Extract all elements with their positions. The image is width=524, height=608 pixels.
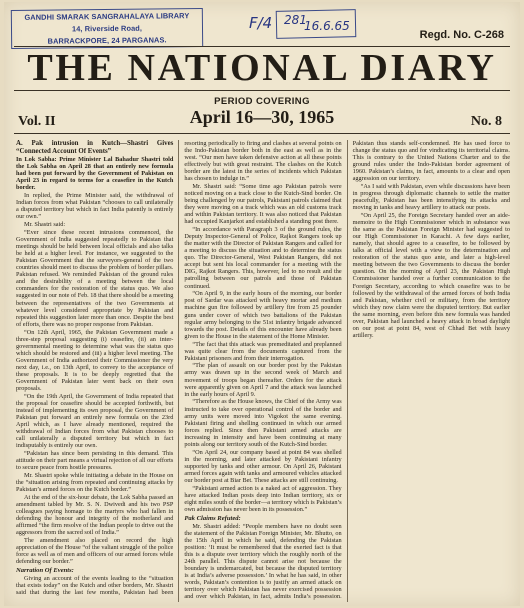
- library-stamp: [11, 8, 203, 49]
- article-paragraph: “On April 24, our company based at point 84 was shelled in the morning, and later attacked by Pakistani infantry supported by tanks and other armour. On April 26, Pakistani armed forces again with tanks and armoured vehicles attacked our border post at Biar Bet. These attacks are still continuing.: [184, 448, 342, 484]
- period-label: PERIOD COVERING: [214, 96, 310, 107]
- article-paragraph: “Pakistan has since been persisting in this demand. This attitude on their part means a virtual rejection of all our efforts to secure peace from hostile pressures.: [16, 449, 174, 471]
- article-paragraph: “The plan of assault on our border post by the Pakistan army was drawn up in the second week of March and movement of troops began thereafter. Orders for the attack were apparently given on April 7 and the attack was launched in the early hours of April 9.: [184, 362, 342, 398]
- article-paragraph: In replied, the Prime Minister said, the withdrawal of Indian forces from what Pakistan “chooses to call unilaterally a disputed territory but which in fact India patently is entirely our own.”: [16, 192, 174, 221]
- article-paragraph: Mr. Shastri said: “Some time ago Pakistan patrols were noticed moving on a track close to the Kutch-Sind border. On being challenged by our patrols, Pakistani patrols claimed that they were moving on a track which was an old customs track and within Pakistan territory. It was also noticed that Pakistan had occupied Kanjarkot and established a standing post there.: [184, 183, 342, 226]
- article-paragraph: “On the 19th April, the Government of India repeated that the proposal for ceasefire should be accepted forthwith, but instead of implementing its own proposal, the Government of Pakistan put forward an entirely new formula on the 23rd April which, as I have already mentioned, required the withdrawal of Indian forces from what Pakistan chooses to call unilaterally a disputed territory but which in fact indisputably is entirely our own.: [16, 392, 174, 450]
- masthead-title: THE NATIONAL DIARY: [27, 47, 497, 89]
- article-paragraph: “In accordance with Paragraph 3 of the ground rules, the Deputy Inspector-General of Police, Rajkot Rangers took up the matter with the Director of Pakistan Rangers and called for a meeting to discuss the situation and to determine the status quo. The Director-General, West Pakistan Rangers, did not accept but sent his local commander for a meeting with the DIG, Rajkot Rangers. This, however, led to no result and the patrolling between our patrols and those of Pakistan continued.: [184, 226, 342, 290]
- article-paragraph: Giving an account of the events leading to the “situation that exists today” on the Kutch and other borders, Mr. Shastri said that during the last few months, Pakistan had been resorting periodically to firing and clashes at several points on the Indo-Pakistan border both in the east as well as in the west. “Our men have taken defensive action at all these points effectively but with great restraint. The clashes on the Kutch border are the latest in the series of incidents which Pakistan has chosen to indulge in.”: [16, 140, 342, 596]
- article-paragraph: “On April 25, the Foreign Secretary handed over an aide-memoire to the High Commissioner which in substance was the same as the Pakistan Foreign Minister had suggested to our High Commissioner in Karachi. A few days earlier, namely, that should agree to a ceasefire, to be followed by talks at official level with a view to the determination and restoration of the status quo ante, and later a high-level meeting between the two Governments to discuss the border question. On the morning of April 23, the Pakistan High Commissioner handed over a further communication to the Foreign Secretary, according to which ceasefire was to be followed by the withdrawal of the armed forces of both India and Pakistan, whether civil or military, from the territory which they now claim were the disputed territory. But earlier the same morning, even before this new formula was handed over, Pakistan had launched a heavy attack in broad daylight on our post at point 84, west of Chhad Bet with heavy artillery.: [352, 212, 510, 339]
- handwritten-date: 16.6.65: [304, 19, 350, 33]
- stamp-line-2: 14, Riverside Road,: [71, 23, 143, 34]
- newspaper-page: [4, 2, 520, 606]
- article-paragraph: “Therefore as the House knows, the Chief of the Army was instructed to take over operational control of the border and army units were moved into Vigokot the same evening. Pakistani firing and shelling continued in which our armed forces replied. Since then Pakistani armed attacks are increasing in intensity and have been continuing at many points along our territory south of the Kutch-Sind border.: [184, 398, 342, 448]
- stamp-line-1: GANDHI SMARAK SANGRAHALAYA LIBRARY: [24, 11, 190, 22]
- registration-number: Regd. No. C-268: [419, 29, 504, 41]
- article-paragraph: “On 12th April, 1965, the Pakistan Government made a three-step proposal suggesting (i) ceasefire, (ii) an inter-governmental meeting to determine what was the status quo which should be restored and (iii) a higher level meeting. The Government of India authorized their Commissioner the very next day, i.e., on 13th April, to convey to the acceptance of these proposals. It is to be deeply regretted that the Government of Pakistan later went back on their own proposals.: [16, 328, 174, 392]
- period-dates: April 16—30, 1965: [189, 107, 335, 127]
- subheading-narration: Narration Of Events:: [16, 567, 74, 575]
- article-headline: A. Pak intrusion in Kutch—Shastri Gives “Connected Account Of Events”: [16, 140, 174, 155]
- article-paragraph: “Pakistani armed action is a naked act of aggression. They have attacked Indian posts deep into Indian territory, six or eight miles south of the border—a territory which is Pakistan’s own admission has never been in its possession.”: [184, 484, 342, 513]
- article-paragraph: Mr. Shastri spoke while initiating a debate in the House on the “situation arising from repeated and continuing attacks by Pakistan’s armed forces on the Kutch border.”: [16, 471, 174, 493]
- masthead-rule: [14, 90, 510, 91]
- article-columns: [16, 140, 510, 602]
- issue-number: No. 8: [470, 114, 502, 129]
- article-paragraph: “As I said with Pakistan, even while discussions have been in progress through diplomatic channels to settle the matter peacefully, Pakistan has been intensifying its attacks and moving in tanks and heavy artillery to attack our posts.: [352, 183, 510, 212]
- article-paragraph: Mr. Shastri said:: [24, 221, 66, 229]
- article-paragraph: “On April 9, in the early hours of the morning, our border post of Sardar was attacked with heavy mortar and medium machine gun fire followed by artillery fire from 25 pounder guns under cover of which two battalions of the Pakistan regular army belonging to the 51st infantry brigade advanced towards the post. Details of this encounter have already been given to the House in the statement of the Home Minister.: [184, 290, 342, 340]
- article-paragraph: “Ever since these recent intrusions commenced, the Government of India suggested repeatedly to Pakistan that meetings should be held between local officials and also talks be held at a higher level. For instance, we suggested to the Pakistan Government that the surveyors-general of the two countries should meet to discuss the problem of border pillars. Pakistan refused. We reminded Pakistan of the ground rules and the desirability of a meeting between the local commanders for the restoration of the status quo. We also suggested in our note of Feb. 18 that there should be a meeting between the representatives of the two Governments at whatever level considered appropriate by Pakistan and repeated this suggestion later more than once. Despite the best of efforts, there was no proper response from Pakistan.: [16, 229, 174, 328]
- subheading-pak-claims: Pak Claims Refuted:: [184, 514, 241, 522]
- stamp-line-3: BARRACKPORE, 24 PARGANAS.: [47, 35, 167, 46]
- handwritten-file-number: F/4: [249, 14, 273, 32]
- article-paragraph: “The fact that this attack was premeditated and preplanned was quite clear from the documents captured from the Pakistani prisoners and from their interrogation.: [184, 340, 342, 362]
- article-paragraph: At the end of the six-hour debate, the Lok Sabha passed an amendment tabled by Mr. S. N. Dwivedi and his two PSP colleagues paying homage to the martyrs who had fallen in defending the honour and integrity of the motherland and affirmed “the firm resolve of the Indian people to drive out the aggressors from the sacred soil of India.”: [16, 493, 174, 537]
- article-paragraph: Mr. Shastri added: “People members have no doubt seen the statement of the Pakistan Foreign Minister, Mr. Bhutto, on the 15th April in which he said, defending the Pakistan position: ‘It must be remembered that the exerted fact is that this is a dispute over territory which the roughly north of the 24th parallel. This dispute cannot arise not because the boundary is undemarcated, but because the disputed territory is at India’s adverse possession.’ In what he has said, in other words, Pakistan’s contention is to justify an armed attack on territory over which Pakistan has never exercised possession and over which Pakistan, in fact, admits India’s possession. Pakistan thus stands self-condemned. He has used force to change the status quo and for vindicating its territorial claims. This is contrary to the United Nations Charter and to the ground rules under the Indo-Pakistan border agreement of 1960. Pakistan’s claims, in fact, amounts to a clear and open aggression on our territory.: [184, 140, 510, 601]
- handwritten-accession-number: 281: [284, 13, 307, 27]
- article-lead: In Lok Sabha: Prime Minister Lal Bahadur Shastri told the Lok Sabha on April 28 that an entirely new formula had been put forward by the Government of Pakistan on April 23 in regard to terms for a ceasefire in the Kutch border.: [16, 156, 174, 192]
- volume-label: Vol. II: [18, 114, 56, 129]
- header-rule: [14, 133, 510, 134]
- article-paragraph: The amendment also placed on record the high appreciation of the House “of the valiant struggle of the police force as well as of men and officers of our armed forces while defending our border.”: [16, 536, 174, 565]
